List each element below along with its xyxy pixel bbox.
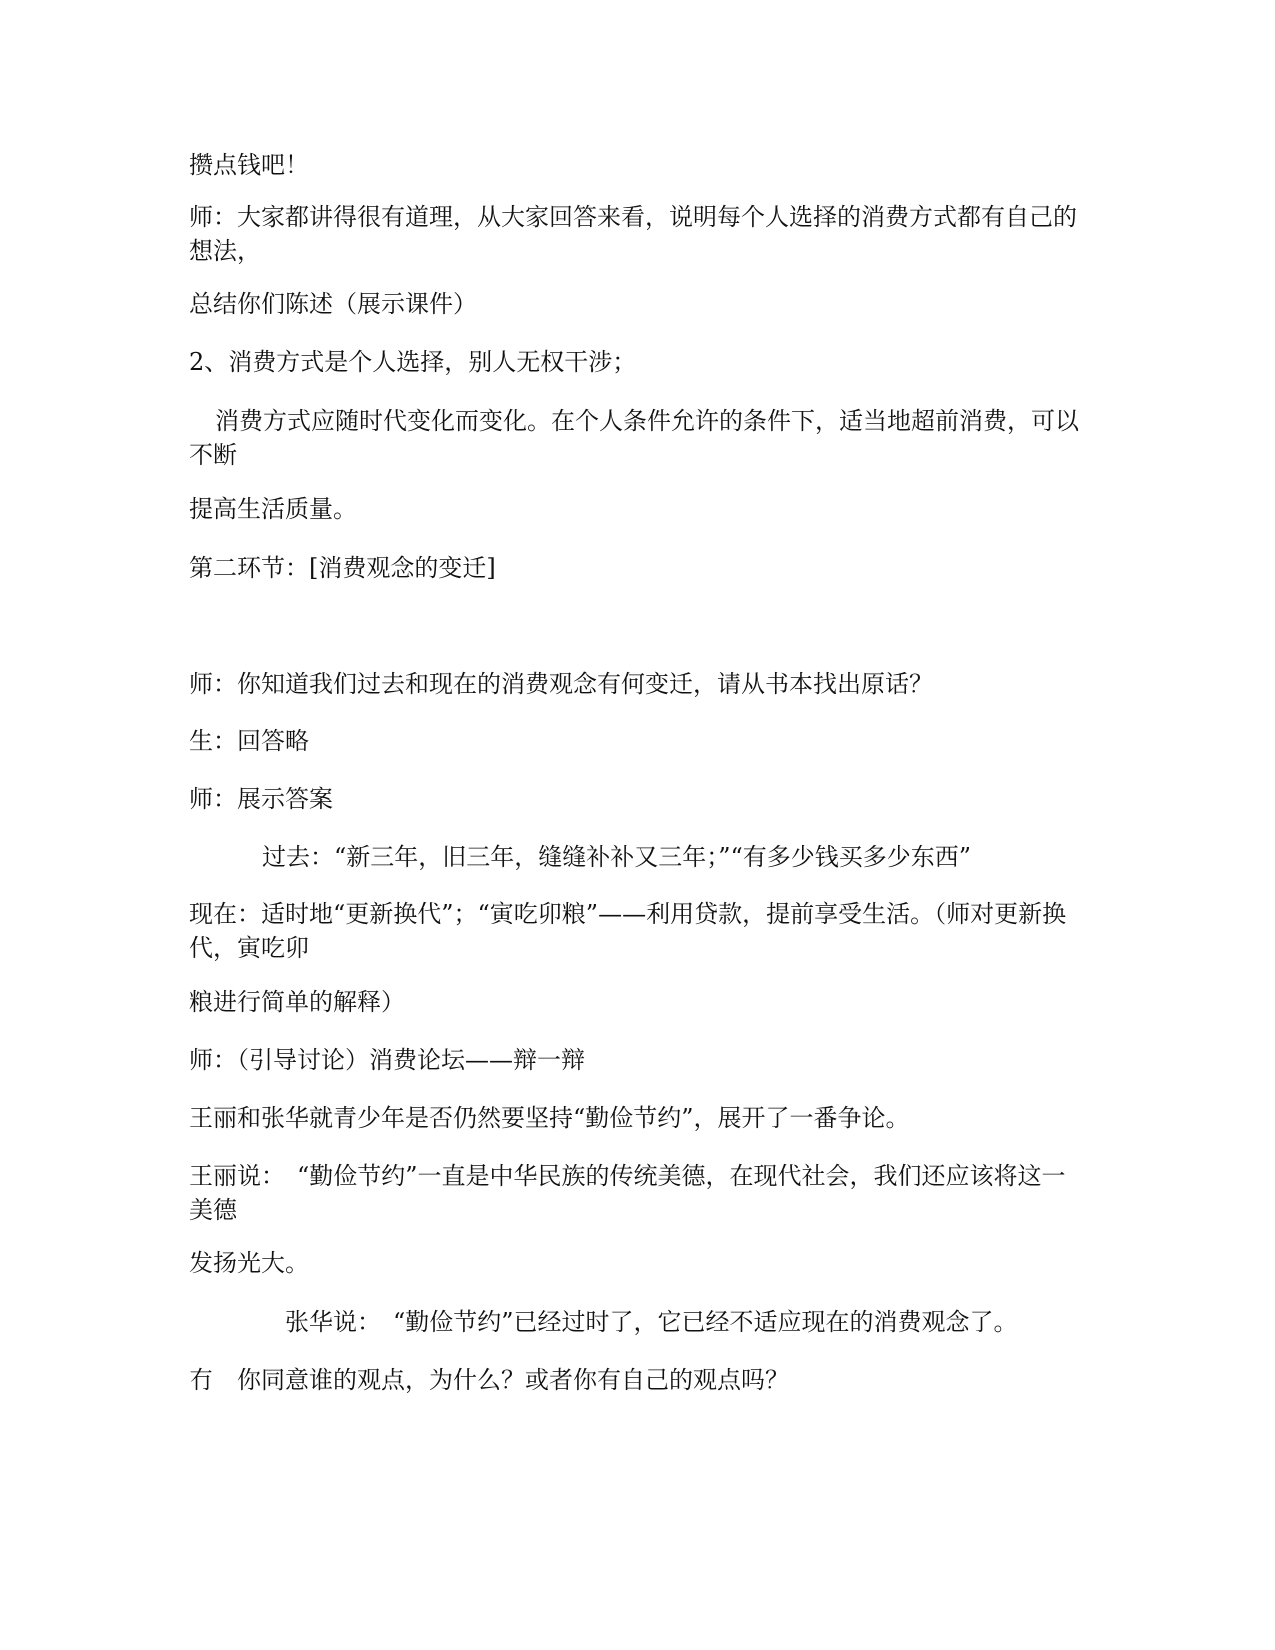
paragraph-wangli: 王丽说： “勤俭节约”一直是中华民族的传统美德，在现代社会，我们还应该将这一美德 <box>189 1162 1066 1224</box>
paragraph-student-answer: 生：回答略 <box>189 727 309 755</box>
paragraph-past: 过去：“新三年，旧三年，缝缝补补又三年；”“有多少钱买多少东西” <box>262 843 972 871</box>
section-heading-part-two: 第二环节：[消费观念的变迁] <box>189 554 496 582</box>
paragraph-carry-forward: 发扬光大。 <box>189 1249 309 1277</box>
paragraph-save-money: 攒点钱吧！ <box>189 151 309 179</box>
paragraph-explanation: 粮进行简单的解释） <box>189 988 405 1016</box>
paragraph-question: 冇 你同意谁的观点，为什么？或者你有自己的观点吗？ <box>189 1366 789 1394</box>
paragraph-show-answer: 师：展示答案 <box>189 785 333 813</box>
paragraph-present: 现在：适时地“更新换代”；“寅吃卯粮”——利用贷款，提前享受生活。（师对更新换代，寅吃卯 <box>189 900 1067 962</box>
paragraph-summary: 总结你们陈述（展示课件） <box>189 290 477 318</box>
paragraph-zhanghua: 张华说： “勤俭节约”已经过时了，它已经不适应现在的消费观念了。 <box>285 1308 1018 1336</box>
paragraph-debate-intro: 王丽和张华就青少年是否仍然要坚持“勤俭节约”，展开了一番争论。 <box>189 1104 910 1132</box>
paragraph-teacher-comment: 师：大家都讲得很有道理，从大家回答来看，说明每个人选择的消费方式都有自己的想法， <box>189 203 1077 265</box>
paragraph-teacher-question: 师：你知道我们过去和现在的消费观念有何变迁，请从书本找出原话？ <box>189 670 933 698</box>
paragraph-point-2: 2、消费方式是个人选择，别人无权干涉； <box>189 348 637 376</box>
paragraph-quality-of-life: 提高生活质量。 <box>189 495 357 523</box>
paragraph-consumption-change: 消费方式应随时代变化而变化。在个人条件允许的条件下，适当地超前消费，可以不断 <box>189 407 1079 469</box>
paragraph-forum: 师：（引导讨论）消费论坛——辩一辩 <box>189 1046 585 1074</box>
